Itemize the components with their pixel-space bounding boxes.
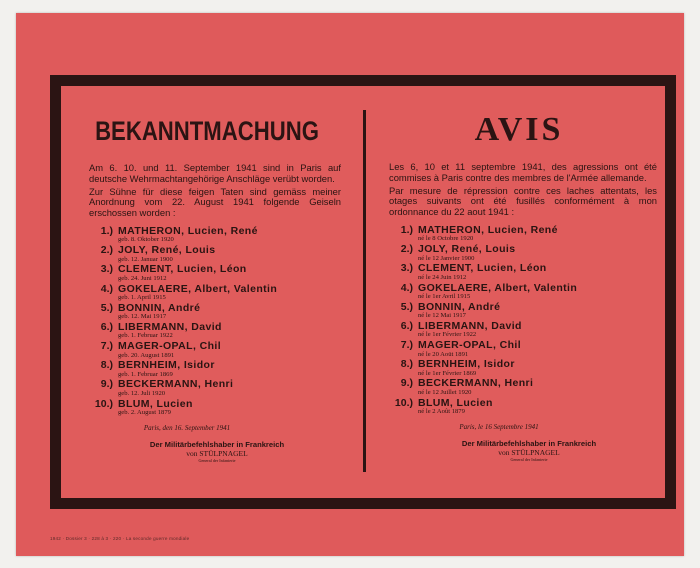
- birth-date: né le 20 Aoüt 1891: [418, 350, 469, 358]
- birth-date: né le 2 Août 1879: [418, 408, 465, 416]
- hostage-name: GOKELAERE, Albert, Valentin: [118, 282, 278, 295]
- hostage-name: GOKELAERE, Albert, Valentin: [418, 281, 578, 294]
- german-title: BEKANNTMACHUNG: [95, 116, 319, 146]
- german-place-date: Paris, den 16. September 1941: [143, 423, 231, 432]
- archive-footer: 1942 · Dossier 3 · 228 à 3 · 220 · La seconde guerre mondiale: [50, 536, 190, 541]
- hostage-name: MAGER-OPAL, Chil: [118, 340, 222, 353]
- list-item: [91, 322, 349, 341]
- birth-date: geb. 1. April 1915: [118, 294, 166, 302]
- birth-date: geb. 2. August 1879: [118, 409, 171, 417]
- list-item: [391, 302, 661, 321]
- item-number: 8.): [400, 358, 413, 371]
- list-item: [391, 321, 661, 340]
- hostage-name: BECKERMANN, Henri: [418, 377, 534, 390]
- item-number: 2.): [100, 244, 113, 257]
- birth-date: né le 1er Février 1922: [418, 331, 477, 339]
- hostage-name: MAGER-OPAL, Chil: [418, 339, 522, 352]
- item-number: 4.): [400, 281, 413, 294]
- list-item: [391, 378, 661, 397]
- french-place-date: Paris, le 16 Septembre 1941: [459, 422, 539, 431]
- item-number: 6.): [400, 319, 413, 332]
- french-intro: [389, 162, 657, 218]
- list-item: [391, 283, 661, 302]
- list-item: [391, 244, 661, 263]
- hostage-name: JOLY, René, Louis: [418, 243, 516, 256]
- list-item: [91, 226, 349, 245]
- list-item: [391, 398, 661, 417]
- german-intro: [89, 163, 341, 219]
- birth-date: geb. 8. Oktober 1920: [118, 236, 174, 244]
- french-title: AVIS: [474, 111, 564, 148]
- item-number: 10.): [94, 397, 113, 410]
- list-item: [91, 399, 349, 418]
- list-item: [91, 284, 349, 303]
- hostage-name: BLUM, Lucien: [418, 396, 493, 409]
- item-number: 1.): [100, 224, 113, 237]
- birth-date: né le 1er Février 1869: [418, 369, 477, 377]
- item-number: 1.): [400, 223, 413, 236]
- list-item: [391, 225, 661, 244]
- item-number: 6.): [100, 320, 113, 333]
- hostage-name: LIBERMANN, David: [118, 320, 222, 333]
- birth-date: né le 8 Octobre 1920: [418, 235, 474, 243]
- hostage-name: BECKERMANN, Henri: [118, 378, 234, 391]
- german-intro-paragraph-2: Zur Sühne für diese feigen Taten sind gemäss meiner Anordnung vom 22. August 1941 folgende Geiseln erschossen worden :: [89, 185, 341, 219]
- poster-sheet: [16, 13, 684, 556]
- hostage-name: BONNIN, André: [118, 301, 201, 314]
- poster-frame: [50, 75, 676, 509]
- item-number: 9.): [100, 378, 113, 391]
- german-signature-rank: General der Infanterie: [198, 457, 236, 463]
- hostage-name: CLEMENT, Lucien, Léon: [118, 263, 247, 276]
- hostage-name: BERNHEIM, Isidor: [418, 358, 515, 371]
- birth-date: né le 24 Juin 1912: [418, 273, 467, 281]
- hostage-name: MATHERON, Lucien, René: [118, 224, 258, 237]
- french-signature-title: Der Militärbefehlshaber in Frankreich: [461, 438, 597, 448]
- birth-date: geb. 1. Februar 1869: [118, 370, 173, 378]
- hostage-name: JOLY, René, Louis: [118, 244, 216, 257]
- column-divider: [363, 110, 366, 472]
- item-number: 9.): [400, 377, 413, 390]
- list-item: [391, 359, 661, 378]
- french-signature-name: von STÜLPNAGEL: [498, 447, 560, 457]
- list-item: [391, 340, 661, 359]
- hostage-name: BERNHEIM, Isidor: [118, 359, 215, 372]
- french-intro-paragraph-1: Les 6, 10 et 11 septembre 1941, des agressions ont été commises à Paris contre des membres de l'Armée allemande.: [389, 161, 657, 183]
- french-signature-rank: General der Infanterie: [510, 456, 548, 462]
- hostage-name: BLUM, Lucien: [118, 397, 193, 410]
- hostage-name: MATHERON, Lucien, René: [418, 223, 558, 236]
- birth-date: geb. 24. Juni 1912: [118, 274, 167, 282]
- list-item: [91, 379, 349, 398]
- french-column: [377, 86, 661, 463]
- german-signature-title: Der Militärbefehlshaber in Frankreich: [149, 439, 285, 449]
- birth-date: geb. 12. Mai 1917: [118, 313, 167, 321]
- birth-date: né le 12 Juillet 1920: [418, 388, 472, 396]
- item-number: 7.): [400, 339, 413, 352]
- german-hostage-list: [91, 226, 349, 418]
- german-intro-paragraph-1: Am 6. 10. und 11. September 1941 sind in Paris auf deutsche Wehrmachtangehörige Anschläge verübt worden.: [89, 162, 341, 184]
- birth-date: geb. 12. Juli 1920: [118, 389, 166, 397]
- french-intro-paragraph-2: Par mesure de répression contre ces laches attentats, les otages suivants ont été fusillés conformément à mon ordonnance du 22 aout 1941 :: [389, 184, 657, 218]
- birth-date: né le 12 Mai 1917: [418, 312, 466, 320]
- french-hostage-list: [391, 225, 661, 417]
- hostage-name: BONNIN, André: [418, 300, 501, 313]
- birth-date: né le 1er Avril 1915: [418, 293, 471, 301]
- item-number: 7.): [100, 340, 113, 353]
- item-number: 5.): [400, 300, 413, 313]
- birth-date: né le 12 Janvier 1900: [418, 254, 475, 262]
- item-number: 3.): [100, 263, 113, 276]
- list-item: [91, 264, 349, 283]
- german-column: [65, 86, 349, 464]
- list-item: [91, 341, 349, 360]
- german-signature-name: von STÜLPNAGEL: [186, 448, 248, 458]
- list-item: [91, 303, 349, 322]
- birth-date: geb. 20. August 1891: [118, 351, 175, 359]
- item-number: 5.): [100, 301, 113, 314]
- item-number: 2.): [400, 243, 413, 256]
- list-item: [391, 263, 661, 282]
- item-number: 8.): [100, 359, 113, 372]
- list-item: [91, 360, 349, 379]
- list-item: [91, 245, 349, 264]
- birth-date: geb. 12. Januar 1900: [118, 255, 173, 263]
- item-number: 3.): [400, 262, 413, 275]
- hostage-name: CLEMENT, Lucien, Léon: [418, 262, 547, 275]
- item-number: 10.): [394, 396, 413, 409]
- birth-date: geb. 1. Februar 1922: [118, 332, 173, 340]
- item-number: 4.): [100, 282, 113, 295]
- hostage-name: LIBERMANN, David: [418, 319, 522, 332]
